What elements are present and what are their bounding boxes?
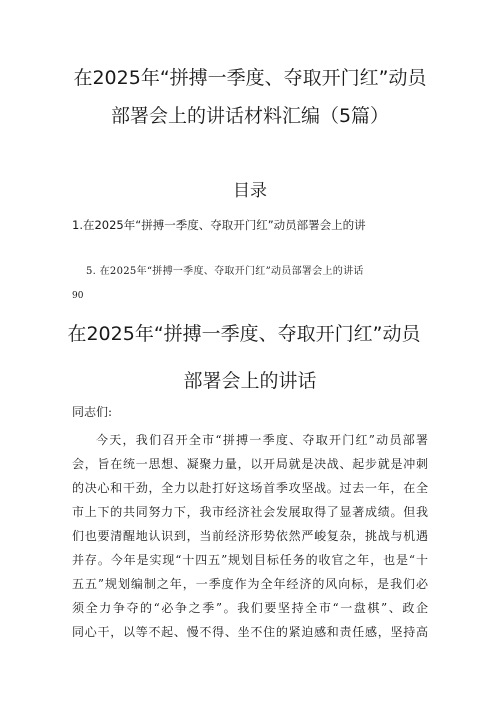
body-line: 会，旨在统一思想、凝聚力量，以开局就是决战、起步就是冲刺 — [72, 457, 428, 471]
toc-item-5[interactable]: 5. 在2025年“拼搏一季度、夺取开门红”动员部署会上的讲话 — [86, 266, 364, 277]
body-line: 同心干，以等不起、慢不得、坐不住的紧迫感和责任感，坚持高 — [72, 625, 428, 639]
document-title-line-1: 在2025年“拼搏一季度、夺取开门红”动员 — [73, 67, 427, 89]
speech-greeting: 同志们: — [72, 405, 113, 419]
speech-title-line-1: 在2025年“拼搏一季度、夺取开门红”动员 — [67, 323, 421, 345]
body-line: 须全力争夺的“必争之季”。我们要坚持全市“一盘棋”、政企 — [72, 601, 428, 615]
speech-body — [72, 428, 428, 644]
speech-title-line-2: 部署会上的讲话 — [183, 370, 317, 392]
body-line: 市上下的共同努力下，我市经济社会发展取得了显著成绩。但我 — [72, 505, 428, 519]
body-line: 并存。今年是实现“十四五”规划目标任务的收官之年，也是“十 — [72, 553, 428, 567]
body-line: 今天，我们召开全市“拼搏一季度、夺取开门红”动员部署 — [96, 433, 428, 447]
toc-heading: 目录 — [233, 181, 267, 201]
document-title-line-2: 部署会上的讲话材料汇编（5篇） — [110, 105, 390, 127]
body-line: 们也要清醒地认识到，当前经济形势依然严峻复杂，挑战与机遇 — [72, 529, 428, 543]
toc-item-5-page-number: 90 — [72, 291, 84, 301]
body-line: 的决心和干劲，全力以赴打好这场首季攻坚战。过去一年，在全 — [72, 481, 428, 495]
body-line: 五五”规划编制之年，一季度作为全年经济的风向标，是我们必 — [72, 577, 428, 591]
toc-item-1[interactable]: 1.在2025年“拼搏一季度、夺取开门红”动员部署会上的讲 — [72, 218, 366, 232]
